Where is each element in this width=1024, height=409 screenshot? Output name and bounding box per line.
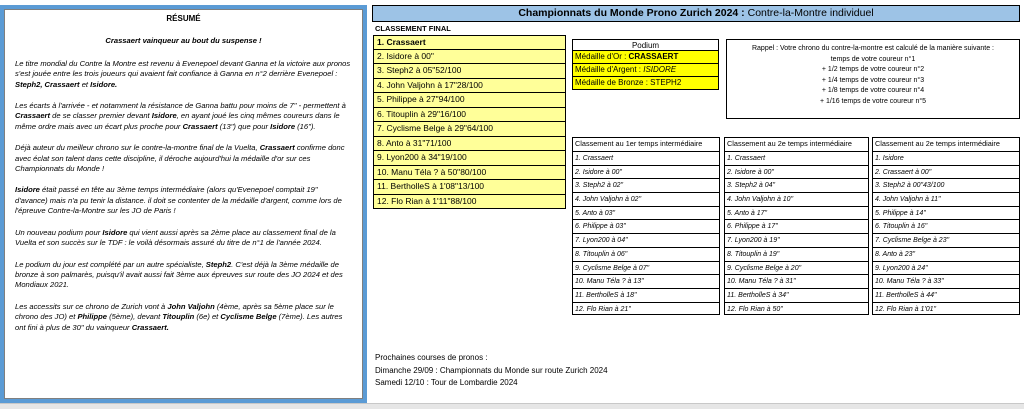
medal-label: Médaille d'Argent : xyxy=(575,65,644,74)
silver-medal-row[interactable] xyxy=(572,64,719,77)
reminder-line: + 1/8 temps de votre coureur n°4 xyxy=(821,87,925,94)
intermediate-row[interactable]: 6. Titouplin à 16" xyxy=(873,220,1019,234)
intermediate-row[interactable]: 3. Steph2 à 04" xyxy=(725,179,868,193)
summary-paragraph xyxy=(15,228,352,249)
intermediate-title: Classement au 2e temps intermédiaire xyxy=(725,138,868,152)
intermediate-row[interactable]: 3. Steph2 à 02" xyxy=(573,179,719,193)
intermediate-row[interactable]: 5. Anto à 17" xyxy=(725,207,868,221)
summary-text-run: John Valjohn xyxy=(167,301,215,311)
upcoming-races xyxy=(375,352,725,390)
ranking-row[interactable]: 3. Steph2 à 05"52/100 xyxy=(373,64,566,79)
summary-text-run: Le podium du jour est complété par un autre spécialiste, xyxy=(15,259,206,269)
intermediate-row[interactable]: 8. Titouplin à 06" xyxy=(573,248,719,262)
summary-text-run: confirme donc avec éclat son talent dans cette discipline, il déroche aujourd'hui la médaille d'or sur ces Championnats du Monde ! xyxy=(15,143,345,174)
podium-table xyxy=(572,39,719,90)
summary-text-run: de se classer premier devant xyxy=(50,111,152,121)
summary-box xyxy=(4,9,363,399)
intermediate-row[interactable]: 8. Titouplin à 19" xyxy=(725,248,868,262)
summary-text-run: (7ème). Les autres ont fini à plus de 30" du vainqueur xyxy=(15,312,343,332)
summary-text-run: Crassaert. xyxy=(131,322,169,332)
summary-text-run: Isidore xyxy=(270,121,296,131)
page-title-bold: Championnats du Monde Prono Zurich 2024 : xyxy=(518,7,745,19)
intermediate-row[interactable]: 5. Anto à 03" xyxy=(573,207,719,221)
summary-paragraph xyxy=(15,59,352,90)
summary-paragraphs xyxy=(15,59,352,333)
summary-text-run: Isidore xyxy=(15,185,40,195)
summary-text-run: Crassaert xyxy=(15,111,51,121)
ranking-row[interactable]: 12. Flo Rian à 1'11"88/100 xyxy=(373,195,566,210)
intermediate-row[interactable]: 9. Lyon200 à 24" xyxy=(873,262,1019,276)
reminder-line: + 1/16 temps de votre coureur n°5 xyxy=(819,97,927,105)
silver-winner: ISIDORE xyxy=(643,65,677,74)
page-title xyxy=(372,5,1020,22)
medal-label: Médaille d'Or : xyxy=(575,52,629,61)
intermediate-row[interactable]: 9. Cyclisme Belge à 07" xyxy=(573,262,719,276)
summary-paragraph xyxy=(15,260,352,291)
intermediate-row[interactable]: 2. Crassaert à 00" xyxy=(873,166,1019,180)
intermediate-row[interactable]: 4. John Valjohn à 11" xyxy=(873,193,1019,207)
summary-text-run: Le titre mondial du Contre la Montre est revenu à Evenepoel devant Ganna et la victoire aux pronos s'est jouée entre les trois joueurs qui avaient fait confiance à Ganna en n°2 derrière Evenepoel : xyxy=(15,58,351,79)
ranking-row[interactable]: 6. Titouplin à 29"16/100 xyxy=(373,108,566,123)
ranking-row[interactable]: 1. Crassaert xyxy=(373,35,566,50)
summary-text-run: , en ayant joué les cinq mêmes coureurs dans le même ordre mais avec un écart plus proche pour xyxy=(15,111,340,131)
intermediate-row[interactable]: 9. Cyclisme Belge à 20" xyxy=(725,262,868,276)
summary-text-run: Un nouveau podium pour xyxy=(15,227,103,237)
intermediate-row[interactable]: 10. Manu Téla ? à 33" xyxy=(873,275,1019,289)
summary-text-run: Crassaert xyxy=(259,143,295,153)
summary-subtitle: Crassaert vainqueur au bout du suspense ! xyxy=(105,36,262,46)
intermediate-table-3 xyxy=(872,137,1020,315)
reminder-line: + 1/4 temps de votre coureur n°3 xyxy=(821,76,925,84)
summary-paragraph xyxy=(15,302,352,333)
intermediate-row[interactable]: 2. Isidore à 00" xyxy=(573,166,719,180)
intermediate-row[interactable]: 11. BertholleS à 18" xyxy=(573,289,719,303)
summary-text-run: (13") que pour xyxy=(217,121,271,131)
summary-paragraph xyxy=(15,185,352,216)
summary-text-run: Philippe xyxy=(77,312,108,322)
medal-label: Médaille de Bronze : xyxy=(575,78,651,87)
intermediate-row[interactable]: 7. Lyon200 à 04" xyxy=(573,234,719,248)
intermediate-title: Classement au 2e temps intermédiaire xyxy=(873,138,1019,152)
summary-text-run: (5ème), devant xyxy=(107,312,163,322)
summary-title: RÉSUMÉ xyxy=(166,14,201,23)
summary-paragraph xyxy=(15,101,352,132)
summary-text-run: (4ème, après sa 5ème place sur le chrono des JO) et xyxy=(15,301,334,322)
summary-paragraph xyxy=(15,143,352,174)
intermediate-row[interactable]: 11. BertholleS à 44" xyxy=(873,289,1019,303)
intermediate-row[interactable]: 6. Philippe à 03" xyxy=(573,220,719,234)
summary-text-run: Les accessits sur ce chrono de Zurich vont à xyxy=(15,301,168,311)
intermediate-row[interactable]: 10. Manu Téla ? à 31" xyxy=(725,275,868,289)
intermediate-row[interactable]: 3. Steph2 à 00"43/100 xyxy=(873,179,1019,193)
ranking-row[interactable]: 10. Manu Téla ? à 50"80/100 xyxy=(373,166,566,181)
summary-text-run: . C'est déjà la 3ème médaille de bronze à son palmarès, puisqu'il avait aussi fait 3ème aux épreuves sur route des JO 2024 et des Mondiaux 2021. xyxy=(15,259,343,290)
summary-text-run: Isidore xyxy=(151,111,177,121)
intermediate-row[interactable]: 8. Anto à 23" xyxy=(873,248,1019,262)
upcoming-line: Dimanche 29/09 : Championnats du Monde sur route Zurich 2024 xyxy=(375,365,608,375)
bronze-medal-row[interactable] xyxy=(572,77,719,90)
summary-text-run: (6e) et xyxy=(194,312,221,322)
bronze-winner: STEPH2 xyxy=(650,78,682,87)
intermediate-table-1 xyxy=(572,137,720,315)
ranking-row[interactable]: 9. Lyon200 à 34"19/100 xyxy=(373,151,566,166)
ranking-row[interactable]: 11. BertholleS à 1'08"13/100 xyxy=(373,180,566,195)
intermediate-row[interactable]: 12. Flo Rian à 1'01" xyxy=(875,305,937,313)
intermediate-row[interactable]: 7. Cyclisme Belge à 23" xyxy=(873,234,1019,248)
intermediate-row[interactable]: 4. John Valjohn à 02" xyxy=(573,193,719,207)
ranking-row[interactable]: 7. Cyclisme Belge à 29"64/100 xyxy=(373,122,566,137)
podium-title: Podium xyxy=(572,39,719,51)
ranking-row[interactable]: 8. Anto à 31"71/100 xyxy=(373,137,566,152)
final-ranking-table xyxy=(373,35,566,209)
intermediate-row[interactable]: 5. Philippe à 14" xyxy=(873,207,1019,221)
scoring-reminder xyxy=(726,39,1020,119)
summary-text-run: Déjà auteur du meilleur chrono sur le contre-la-montre final de la Vuelta, xyxy=(15,143,260,153)
upcoming-line: Samedi 12/10 : Tour de Lombardie 2024 xyxy=(375,378,518,387)
intermediate-row[interactable]: 6. Philippe à 17" xyxy=(725,220,868,234)
intermediate-row[interactable]: 7. Lyon200 à 19" xyxy=(725,234,868,248)
ranking-row[interactable]: 5. Philippe à 27"94/100 xyxy=(373,93,566,108)
gold-medal-row[interactable] xyxy=(572,51,719,64)
intermediate-row[interactable]: 12. Flo Rian à 21" xyxy=(575,305,631,313)
ranking-row[interactable]: 4. John Valjohn à 17"28/100 xyxy=(373,79,566,94)
gold-winner: CRASSAERT xyxy=(628,52,679,61)
reminder-line: temps de votre coureur n°1 xyxy=(830,55,916,63)
intermediate-row[interactable]: 4. John Valjohn à 10" xyxy=(725,193,868,207)
summary-text-run: Cyclisme Belge xyxy=(220,312,277,322)
summary-text-run: qui vient aussi après sa 2ème place au classement final de la Vuelta et son succès sur le TDF : le voilà désormais assuré du titre de n°1 de l'année 2024. xyxy=(15,227,336,248)
summary-text-run: et xyxy=(79,79,91,89)
summary-text-run: Crassaert xyxy=(182,121,218,131)
horizontal-scrollbar[interactable] xyxy=(0,403,1024,409)
summary-text-run: Les écarts à l'arrivée - et notamment la résistance de Ganna battu pour moins de 7" - permettent à xyxy=(15,101,346,111)
reminder-line: Rappel : Votre chrono du contre-la-montre est calculé de la manière suivante : xyxy=(751,45,995,52)
summary-text-run: Titouplin xyxy=(162,312,195,322)
intermediate-row[interactable]: 1. Isidore xyxy=(873,152,1019,166)
ranking-row[interactable]: 2. Isidore à 00" xyxy=(373,50,566,65)
intermediate-row[interactable]: 10. Manu Téla ? à 13" xyxy=(573,275,719,289)
summary-text-run: Steph2 xyxy=(205,259,232,269)
summary-text-run: Steph2, Crassaert xyxy=(15,79,80,89)
intermediate-row[interactable]: 1. Crassaert xyxy=(725,152,868,166)
page-title-rest: Contre-la-Montre individuel xyxy=(744,7,874,19)
summary-text-run: était passé en tête au 3ème temps intermédiaire (alors qu'Evenepoel comptait 19" d'avance) mais n'a pu tenir la distance. il doit se contenter de la médaille d'argent, comme lors de l'épreuve Contre-la-Montre sur les JO de Paris ! xyxy=(15,185,342,216)
intermediate-title: Classement au 1er temps intermédiaire xyxy=(573,138,719,152)
intermediate-row[interactable]: 1. Crassaert xyxy=(573,152,719,166)
intermediate-table-2 xyxy=(724,137,869,315)
summary-text-run: Isidore. xyxy=(90,79,118,89)
intermediate-row[interactable]: 2. Isidore à 00" xyxy=(725,166,868,180)
upcoming-line: Prochaines courses de pronos : xyxy=(375,353,488,362)
intermediate-row[interactable]: 12. Flo Rian à 50" xyxy=(727,305,783,313)
summary-text-run: Isidore xyxy=(102,227,128,237)
intermediate-row[interactable]: 11. BertholleS à 34" xyxy=(725,289,868,303)
final-ranking-title: CLASSEMENT FINAL xyxy=(375,24,451,33)
reminder-line: + 1/2 temps de votre coureur n°2 xyxy=(821,66,925,73)
summary-text-run: (16"). xyxy=(295,121,316,131)
